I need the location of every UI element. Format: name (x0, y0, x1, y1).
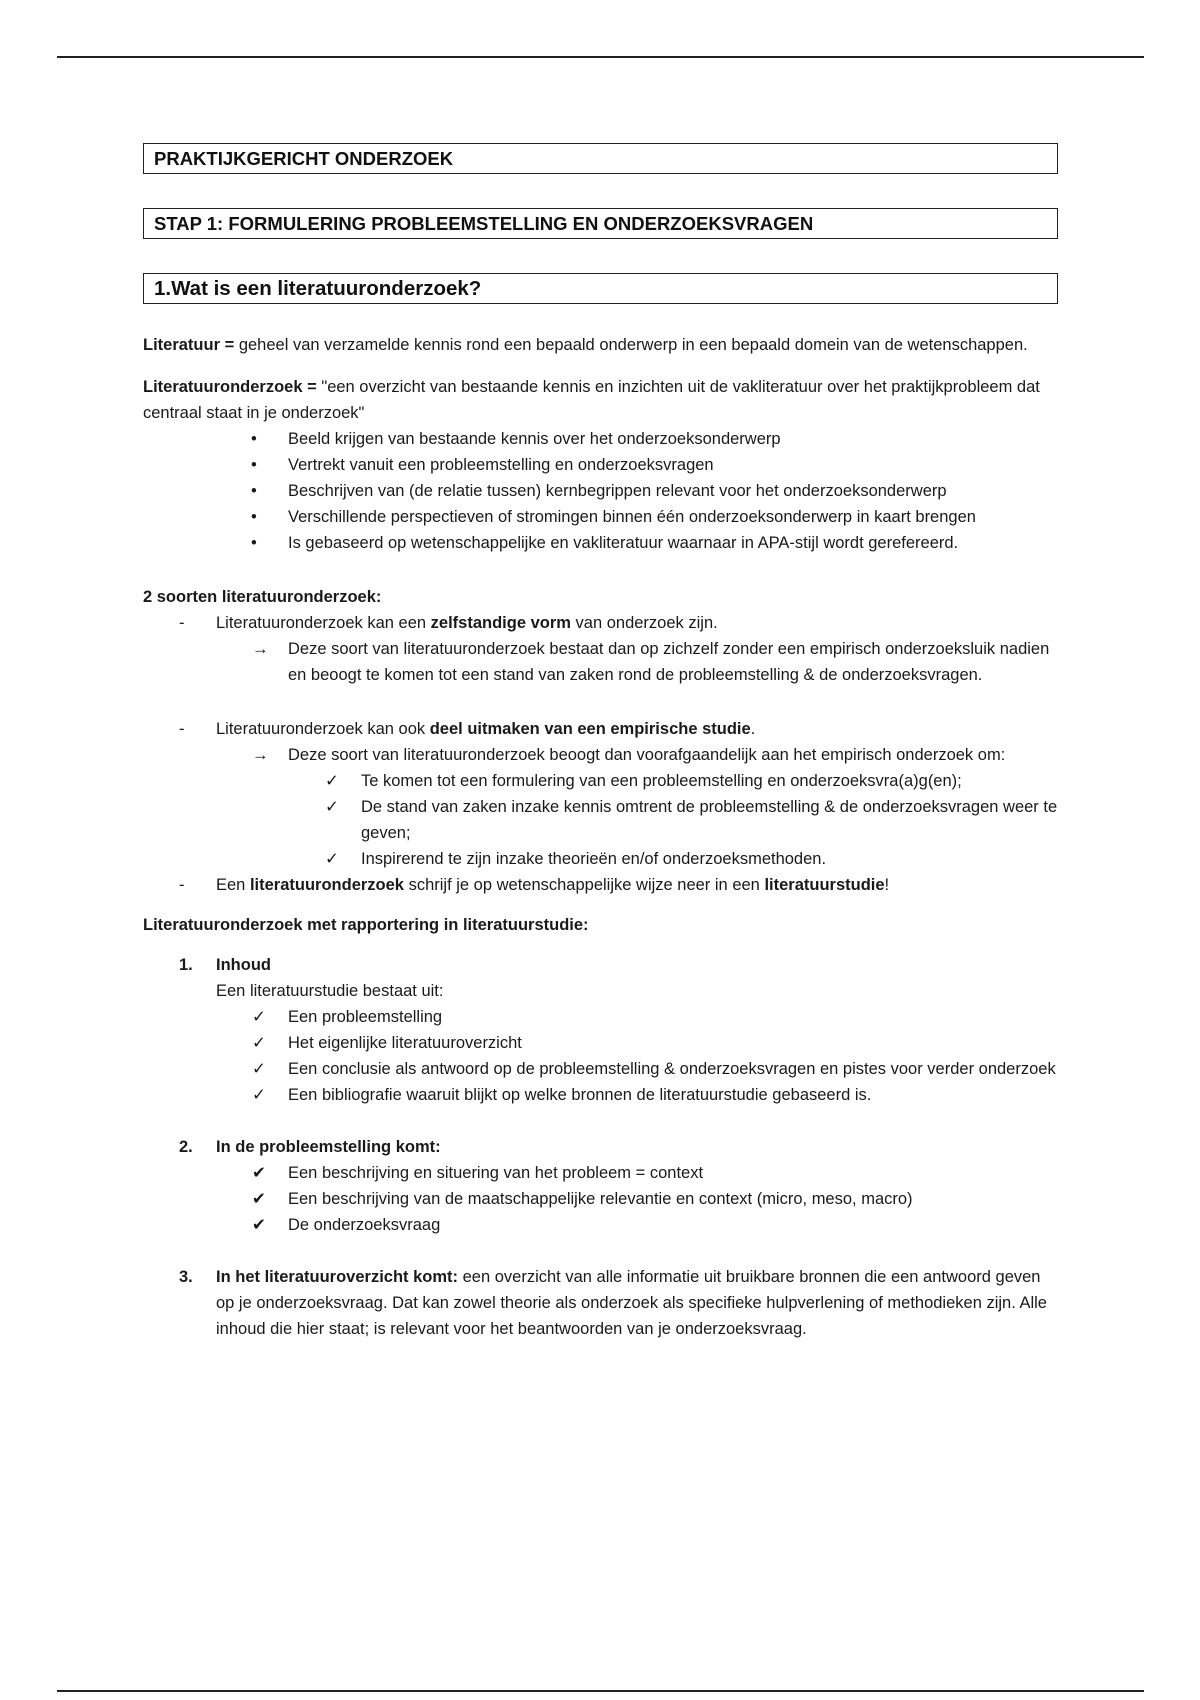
dash-marker: - (179, 720, 185, 738)
check-item: ✓ Een conclusie als antwoord op de probleemstelling & onderzoeksvragen en pistes voor verder onderzoek (216, 1056, 1058, 1082)
check-icon: ✓ (325, 772, 339, 790)
bullet-marker: • (251, 456, 257, 474)
check-item: ✓ Te komen tot een formulering van een probleemstelling en onderzoeksvra(a)g(en); (143, 768, 1058, 794)
item-number: 3. (179, 1268, 193, 1286)
check-item: ✓ Inspirerend te zijn inzake theorieën en/of onderzoeksmethoden. (143, 846, 1058, 872)
definition-literatuuronderzoek (143, 374, 1058, 426)
item-number: 1. (179, 956, 193, 974)
check-item: ✓ Een bibliografie waaruit blijkt op welke bronnen de literatuurstudie gebaseerd is. (216, 1082, 1058, 1108)
check-item: ✓ Een probleemstelling (216, 1004, 1058, 1030)
term-literatuuronderzoek: Literatuuronderzoek = (143, 378, 317, 396)
arrow-item: → Deze soort van literatuuronderzoek bestaat dan op zichzelf zonder een empirisch onderzoeksluik nadien en beoogt te komen tot een stand van zaken rond de probleemstelling & de onderzoeksvragen. (143, 636, 1058, 688)
arrow-item: → Deze soort van literatuuronderzoek beoogt dan voorafgaandelijk aan het empirisch onderzoek om: ✓ Te komen tot een formulering van een probleemstelling en onderzoeksvra(a)g(en); ✓ De stand van zaken inzake kennis omtrent de probleemstelling & de onderzoeksvragen weer te geven; ✓ Inspirerend te zijn inzake theorieën en/of onderzoeksmethoden. (143, 742, 1058, 872)
numbered-item (143, 952, 1058, 1108)
check-heavy-icon: ✔ (252, 1190, 266, 1208)
rapport-heading: Literatuuronderzoek met rapportering in literatuurstudie: (143, 916, 589, 934)
check-item: ✓ De stand van zaken inzake kennis omtrent de probleemstelling & de onderzoeksvragen weer te geven; (143, 794, 1058, 846)
list-item: • Beschrijven van (de relatie tussen) kernbegrippen relevant voor het onderzoeksonderwerp (143, 478, 1058, 504)
check-icon: ✓ (325, 798, 339, 816)
check-item: ✔ De onderzoeksvraag (216, 1212, 1058, 1238)
definition-literatuur-text: geheel van verzamelde kennis rond een bepaald onderwerp in een bepaald domein van de wetenschappen. (234, 336, 1028, 354)
numbered-item (143, 1264, 1058, 1342)
arrow-icon: → (252, 640, 269, 658)
soorten-list (143, 610, 1058, 898)
item-text: een overzicht van alle informatie uit bruikbare bronnen die een antwoord geven op je onderzoeksvraag. Dat kan zowel theorie als onderzoek als specifieke hulpverlening of methodieken zijn. Alle inhoud die hier staat; is relevant voor het beantwoorden van je onderzoeksvraag. (216, 1268, 1047, 1338)
step-title: STAP 1: FORMULERING PROBLEEMSTELLING EN ONDERZOEKSVRAGEN (143, 208, 1058, 239)
document-body (143, 143, 1058, 1342)
term-literatuur: Literatuur = (143, 336, 235, 354)
footer-rule (57, 1690, 1144, 1692)
item-title: In het literatuuroverzicht komt: (216, 1268, 459, 1286)
check-item: ✔ Een beschrijving van de maatschappelijke relevantie en context (micro, meso, macro) (216, 1186, 1058, 1212)
dash-marker: - (179, 614, 185, 632)
check-heavy-icon: ✔ (252, 1164, 266, 1182)
arrow-icon: → (252, 746, 269, 764)
numbered-item (143, 1134, 1058, 1238)
characteristics-list (143, 426, 1058, 556)
check-icon: ✓ (252, 1008, 266, 1026)
bullet-marker: • (251, 482, 257, 500)
check-icon: ✓ (252, 1034, 266, 1052)
item-number: 2. (179, 1138, 193, 1156)
list-item: - Literatuuronderzoek kan een zelfstandige vorm van onderzoek zijn. → Deze soort van literatuuronderzoek bestaat dan op zichzelf zonder een empirisch onderzoeksluik nadien en beoogt te komen tot een stand van zaken rond de probleemstelling & de onderzoeksvragen. (143, 610, 1058, 688)
section-heading: 1.Wat is een literatuuronderzoek? (143, 273, 1058, 304)
bullet-marker: • (251, 508, 257, 526)
header-rule (57, 56, 1144, 58)
list-item: • Verschillende perspectieven of stromingen binnen één onderzoeksonderwerp in kaart brengen (143, 504, 1058, 530)
bullet-marker: • (251, 534, 257, 552)
soorten-heading: 2 soorten literatuuronderzoek: (143, 588, 382, 606)
definition-literatuuronderzoek-text: "een overzicht van bestaande kennis en inzichten uit de vakliteratuur over het praktijkprobleem dat centraal staat in je onderzoek" (143, 378, 1040, 422)
main-title: PRAKTIJKGERICHT ONDERZOEK (143, 143, 1058, 174)
list-item: - Literatuuronderzoek kan ook deel uitmaken van een empirische studie. → Deze soort van literatuuronderzoek beoogt dan voorafgaandelijk aan het empirisch onderzoek om: ✓ Te komen tot een formulering van een probleemstelling en onderzoeksvra(a)g(en); ✓ De stand van zaken inzake kennis omtrent de probleemstelling & de onderzoeksvragen weer te geven; ✓ Inspirerend te zijn inzake theorieën en/of onderzoeksmethoden. (143, 716, 1058, 872)
dash-marker: - (179, 876, 185, 894)
item-title: In de probleemstelling komt: (216, 1138, 441, 1156)
list-item: • Vertrekt vanuit een probleemstelling en onderzoeksvragen (143, 452, 1058, 478)
check-item: ✔ Een beschrijving en situering van het probleem = context (216, 1160, 1058, 1186)
check-icon: ✓ (252, 1060, 266, 1078)
rapport-list (143, 952, 1058, 1342)
item-intro: Een literatuurstudie bestaat uit: (216, 982, 444, 1000)
list-item: - Een literatuuronderzoek schrijf je op wetenschappelijke wijze neer in een literatuurstudie! (143, 872, 1058, 898)
check-heavy-icon: ✔ (252, 1216, 266, 1234)
check-item: ✓ Het eigenlijke literatuuroverzicht (216, 1030, 1058, 1056)
definition-literatuur (143, 332, 1058, 358)
list-item: • Is gebaseerd op wetenschappelijke en vakliteratuur waarnaar in APA-stijl wordt gerefereerd. (143, 530, 1058, 556)
check-icon: ✓ (325, 850, 339, 868)
check-icon: ✓ (252, 1086, 266, 1104)
bullet-marker: • (251, 430, 257, 448)
item-title: Inhoud (216, 956, 271, 974)
list-item: • Beeld krijgen van bestaande kennis over het onderzoeksonderwerp (143, 426, 1058, 452)
